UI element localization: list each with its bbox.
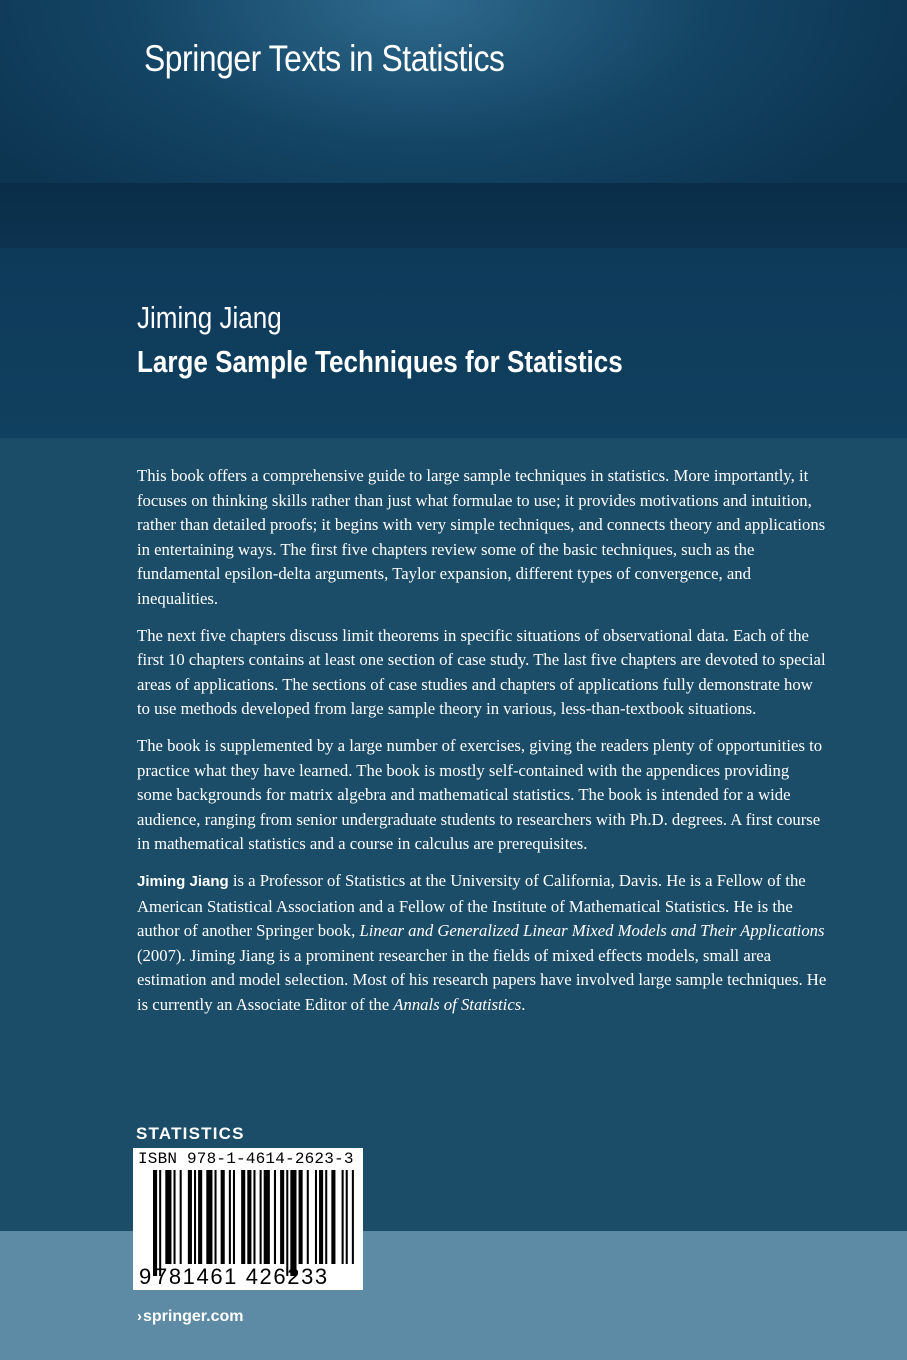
barcode-bar — [206, 1170, 212, 1264]
barcode-bar — [159, 1170, 161, 1276]
barcode-bar — [325, 1170, 327, 1264]
barcode-bar — [286, 1170, 288, 1276]
barcode-bar — [342, 1170, 344, 1264]
bio-book-title: Linear and Generalized Linear Mixed Models and Their Applications — [359, 921, 825, 941]
barcode-bar — [233, 1170, 235, 1264]
book-description — [137, 464, 827, 1029]
description-paragraph-2: The next five chapters discuss limit theorems in specific situations of observational data. Each of the first 10 chapters contains at least one section of case study. The last five chapters are devoted to special areas of applications. The sections of case studies and chapters of applications fully demonstrate how to use methods developed from large sample theory in various, less-than-textbook situations. — [137, 625, 826, 719]
bio-text-end: . — [521, 994, 526, 1014]
barcode-bar — [247, 1170, 251, 1264]
barcode-bar — [274, 1170, 276, 1264]
barcode-bar — [180, 1170, 182, 1264]
barcode-bar — [331, 1170, 335, 1264]
barcode-bar — [280, 1170, 284, 1264]
barcode-bar — [221, 1170, 225, 1264]
bio-text-1: is a Professor of Statistics at the University of California, Davis. He is a Fellow of the American Statistical Association and a Fellow of the Institute of Mathematical Statistics. He is the author of another Springer book, — [137, 870, 806, 941]
website-link[interactable] — [137, 1308, 243, 1326]
barcode-bar — [188, 1170, 192, 1264]
divider-band — [0, 183, 907, 248]
book-title: Large Sample Techniques for Statistics — [137, 344, 623, 379]
barcode-bar — [153, 1170, 157, 1276]
bio-text-2: (2007). Jiming Jiang is a prominent researcher in the fields of mixed effects models, small area estimation and model selection. Most of his research papers have involved large sample techniques. He is currently an Associate Editor of the — [137, 945, 827, 1014]
barcode — [133, 1148, 363, 1290]
barcode-bar — [253, 1170, 255, 1264]
header-band — [0, 0, 907, 183]
title-band — [0, 248, 907, 438]
author-bio — [137, 869, 827, 1018]
isbn-text: ISBN 978-1-4614-2623-3 — [138, 1150, 354, 1168]
barcode-bar — [165, 1170, 171, 1264]
barcode-bar — [352, 1170, 354, 1264]
barcode-bar — [260, 1170, 262, 1264]
barcode-bar — [346, 1170, 348, 1264]
author-name: Jiming Jiang — [137, 300, 282, 335]
barcode-bar — [198, 1170, 202, 1264]
chevron-right-icon: › — [137, 1308, 142, 1325]
bio-author-name: Jiming Jiang — [137, 872, 229, 890]
ean-first-digit: 9 — [139, 1264, 153, 1289]
barcode-bar — [194, 1170, 196, 1264]
barcode-bar — [290, 1170, 296, 1276]
barcode-bar — [264, 1170, 270, 1264]
description-paragraph-3: The book is supplemented by a large number of exercises, giving the readers plenty of opportunities to practice what they have learned. The book is mostly self-contained with the appendices providing some backgrounds for matrix algebra and mathematical statistics. The book is intended for a wide audience, ranging from senior undergraduate students to researchers with Ph.D. degrees. A first course in mathematical statistics and a course in calculus are prerequisites. — [137, 735, 823, 854]
barcode-bar — [319, 1170, 323, 1264]
series-title: Springer Texts in Statistics — [144, 38, 505, 79]
description-paragraph-1: This book offers a comprehensive guide to large sample techniques in statistics. More importantly, it focuses on thinking skills rather than just what formulae to use; it provides motivations and intuition, rather than detailed proofs; it begins with very simple techniques, and connects theory and applications in entertaining ways. The first five chapters review some of the basic techniques, such as the fundamental epsilon-delta arguments, Taylor expansion, different types of convergence, and inequalities. — [137, 466, 826, 608]
barcode-bar — [299, 1170, 303, 1264]
ean-digits: 781461 426233 — [155, 1264, 329, 1289]
barcode-bar — [307, 1170, 309, 1264]
barcode-bar — [241, 1170, 245, 1264]
category-label: STATISTICS — [136, 1124, 245, 1143]
bio-journal-title: Annals of Statistics — [393, 994, 522, 1014]
barcode-bar — [174, 1170, 176, 1264]
barcode-bar — [229, 1170, 231, 1264]
barcode-bar — [315, 1170, 317, 1264]
barcode-bar — [215, 1170, 217, 1264]
website-label: springer.com — [143, 1308, 244, 1325]
